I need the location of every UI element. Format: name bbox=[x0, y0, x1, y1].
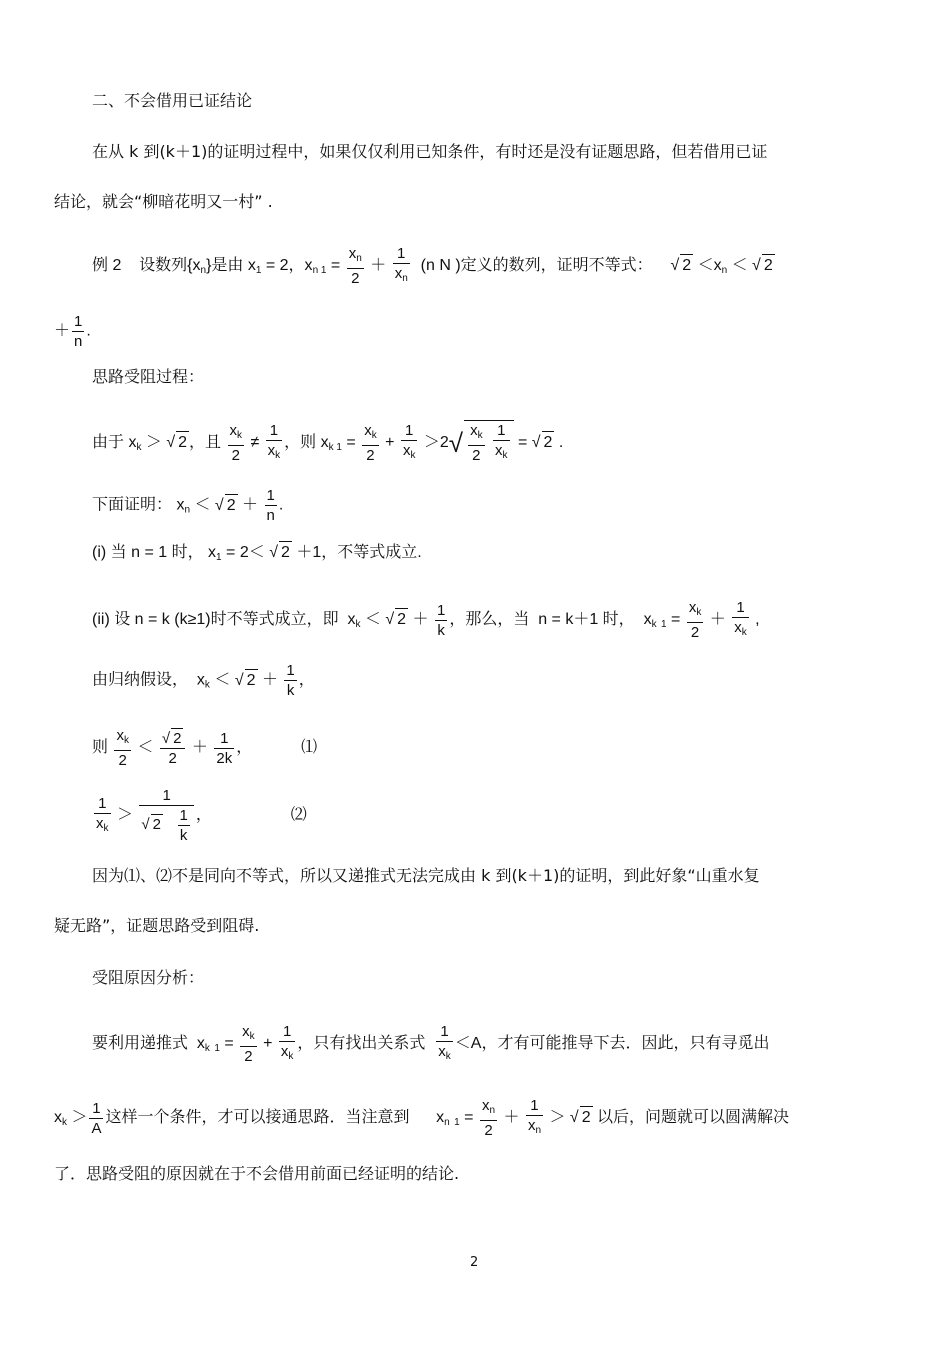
example-continuation: ＋ $\frac{1}{n}$ . bbox=[54, 313, 91, 350]
example-tail: (n N )定义的数列，证明不等式： bbox=[420, 257, 653, 275]
reason-text: ＜A，才有可能推导下去．因此，只有寻觅出 bbox=[454, 1035, 770, 1053]
fraction: $\frac{1}{n}$ bbox=[74, 313, 83, 350]
derivation-line: 由于 $x_k$ ＞ √ 2 ，且 $\frac{x_k}{2}$ ≠ $\frac{1}{x_k}$ ，则 $x_{k 1}$ = $\frac{x_k}{2}$ + $\frac{1}{x_k}$ ＞2√ $\frac{x_k}{2}$ $\frac{1}{x_k}$ = √ 2 . bbox=[92, 422, 564, 464]
subheading-blocked: 思路受阻过程： bbox=[92, 367, 205, 386]
paragraph-line: 结论，就会“柳暗花明又一村” . bbox=[54, 192, 273, 211]
section-heading: 二、不会借用已证结论 bbox=[92, 91, 253, 110]
reason-line: $x_k$ ＞ $\frac{1}{A}$ 这样一个条件，才可以接通思路．当注意到 $x_n$ $_1$ = $\frac{x_n}{2}$ ＋ $\frac{1}{x_n}$ ＞ √ 2 以后，问题就可以圆满解决 bbox=[54, 1097, 790, 1139]
equation-number-1: ⑴ bbox=[301, 739, 318, 757]
induction-line: 由归纳假设， $x_k$ ＜ √ 2 ＋ $\frac{1}{k}$ ， bbox=[92, 662, 315, 699]
inequality-1: 则 $\frac{x_k}{2}$ ＜ $\frac{√ 2}{2}$ ＋ $\frac{1}{2k}$ ， ⑴ bbox=[92, 727, 318, 769]
then-label: 则 bbox=[92, 739, 109, 757]
paragraph-line: 在从 k 到(k＋1)的证明过程中，如果仅仅利用已知条件，有时还是没有证题思路，但若借用已证 bbox=[92, 142, 768, 161]
equation-number-2: ⑵ bbox=[290, 806, 307, 824]
case-i-tail: ＋1，不等式成立. bbox=[296, 544, 422, 561]
case-i: (i) 当 n = 1 时， $x_1 = 2<$ √ 2 ＋1，不等式成立. bbox=[92, 541, 422, 569]
prove-line: 下面证明： $x_n$ ＜ √ 2 ＋ $\frac{1}{n}$ . bbox=[92, 487, 284, 524]
reason-text: ，只有找出关系式 bbox=[297, 1035, 426, 1053]
example-label: 例 2 bbox=[92, 257, 122, 275]
fraction: $\frac{1}{x_n}$ bbox=[394, 245, 408, 284]
reason-text: 以后，问题就可以圆满解决 bbox=[597, 1109, 790, 1127]
reason-line: 要利用递推式 $x_k$ $_1$ = $\frac{x_k}{2}$ + $\frac{1}{x_k}$ ，只有找出关系式 $\frac{1}{x_k}$ ＜A，才有可能推导下去．因此，只有寻觅出 bbox=[92, 1023, 770, 1065]
paragraph-line: 疑无路”，证题思路受到阻碍. bbox=[54, 916, 260, 935]
example-2: 例 2 设数列$\{x_n\}$是由 $x_1 = 2$，$x_{n 1}$ = $\frac{x_n}{2}$ ＋ $\frac{1}{x_n}$ (n N )定义的数列，证明不等式： √ $2 <x_n$ ＜ √ 2 bbox=[92, 245, 773, 287]
case-ii: (ii) 设 n = k (k≥1)时不等式成立，即 $x_k$ ＜ √ 2 ＋ $\frac{1}{k}$ ，那么，当 n = k＋1 时， $x_k$ $_1$ = $\frac{x_k}{2}$ ＋ $\frac{1}{x_k}$ , bbox=[92, 599, 760, 641]
inequality-2: $\frac{1}{x_k}$ ＞ 1 √ 2 $\frac{1}{k}$ ， ⑵ bbox=[96, 787, 307, 844]
fraction: $\frac{x_n}{2}$ bbox=[348, 245, 362, 287]
subheading-reason: 受阻原因分析： bbox=[92, 968, 205, 987]
page-number: 2 bbox=[470, 1255, 479, 1270]
paragraph-line: 了．思路受阻的原因就在于不会借用前面已经证明的结论. bbox=[54, 1164, 460, 1183]
paragraph-line: 因为⑴、⑵不是同向不等式，所以又递推式无法完成由 k 到(k＋1)的证明，到此好象“山重水复 bbox=[92, 866, 760, 885]
